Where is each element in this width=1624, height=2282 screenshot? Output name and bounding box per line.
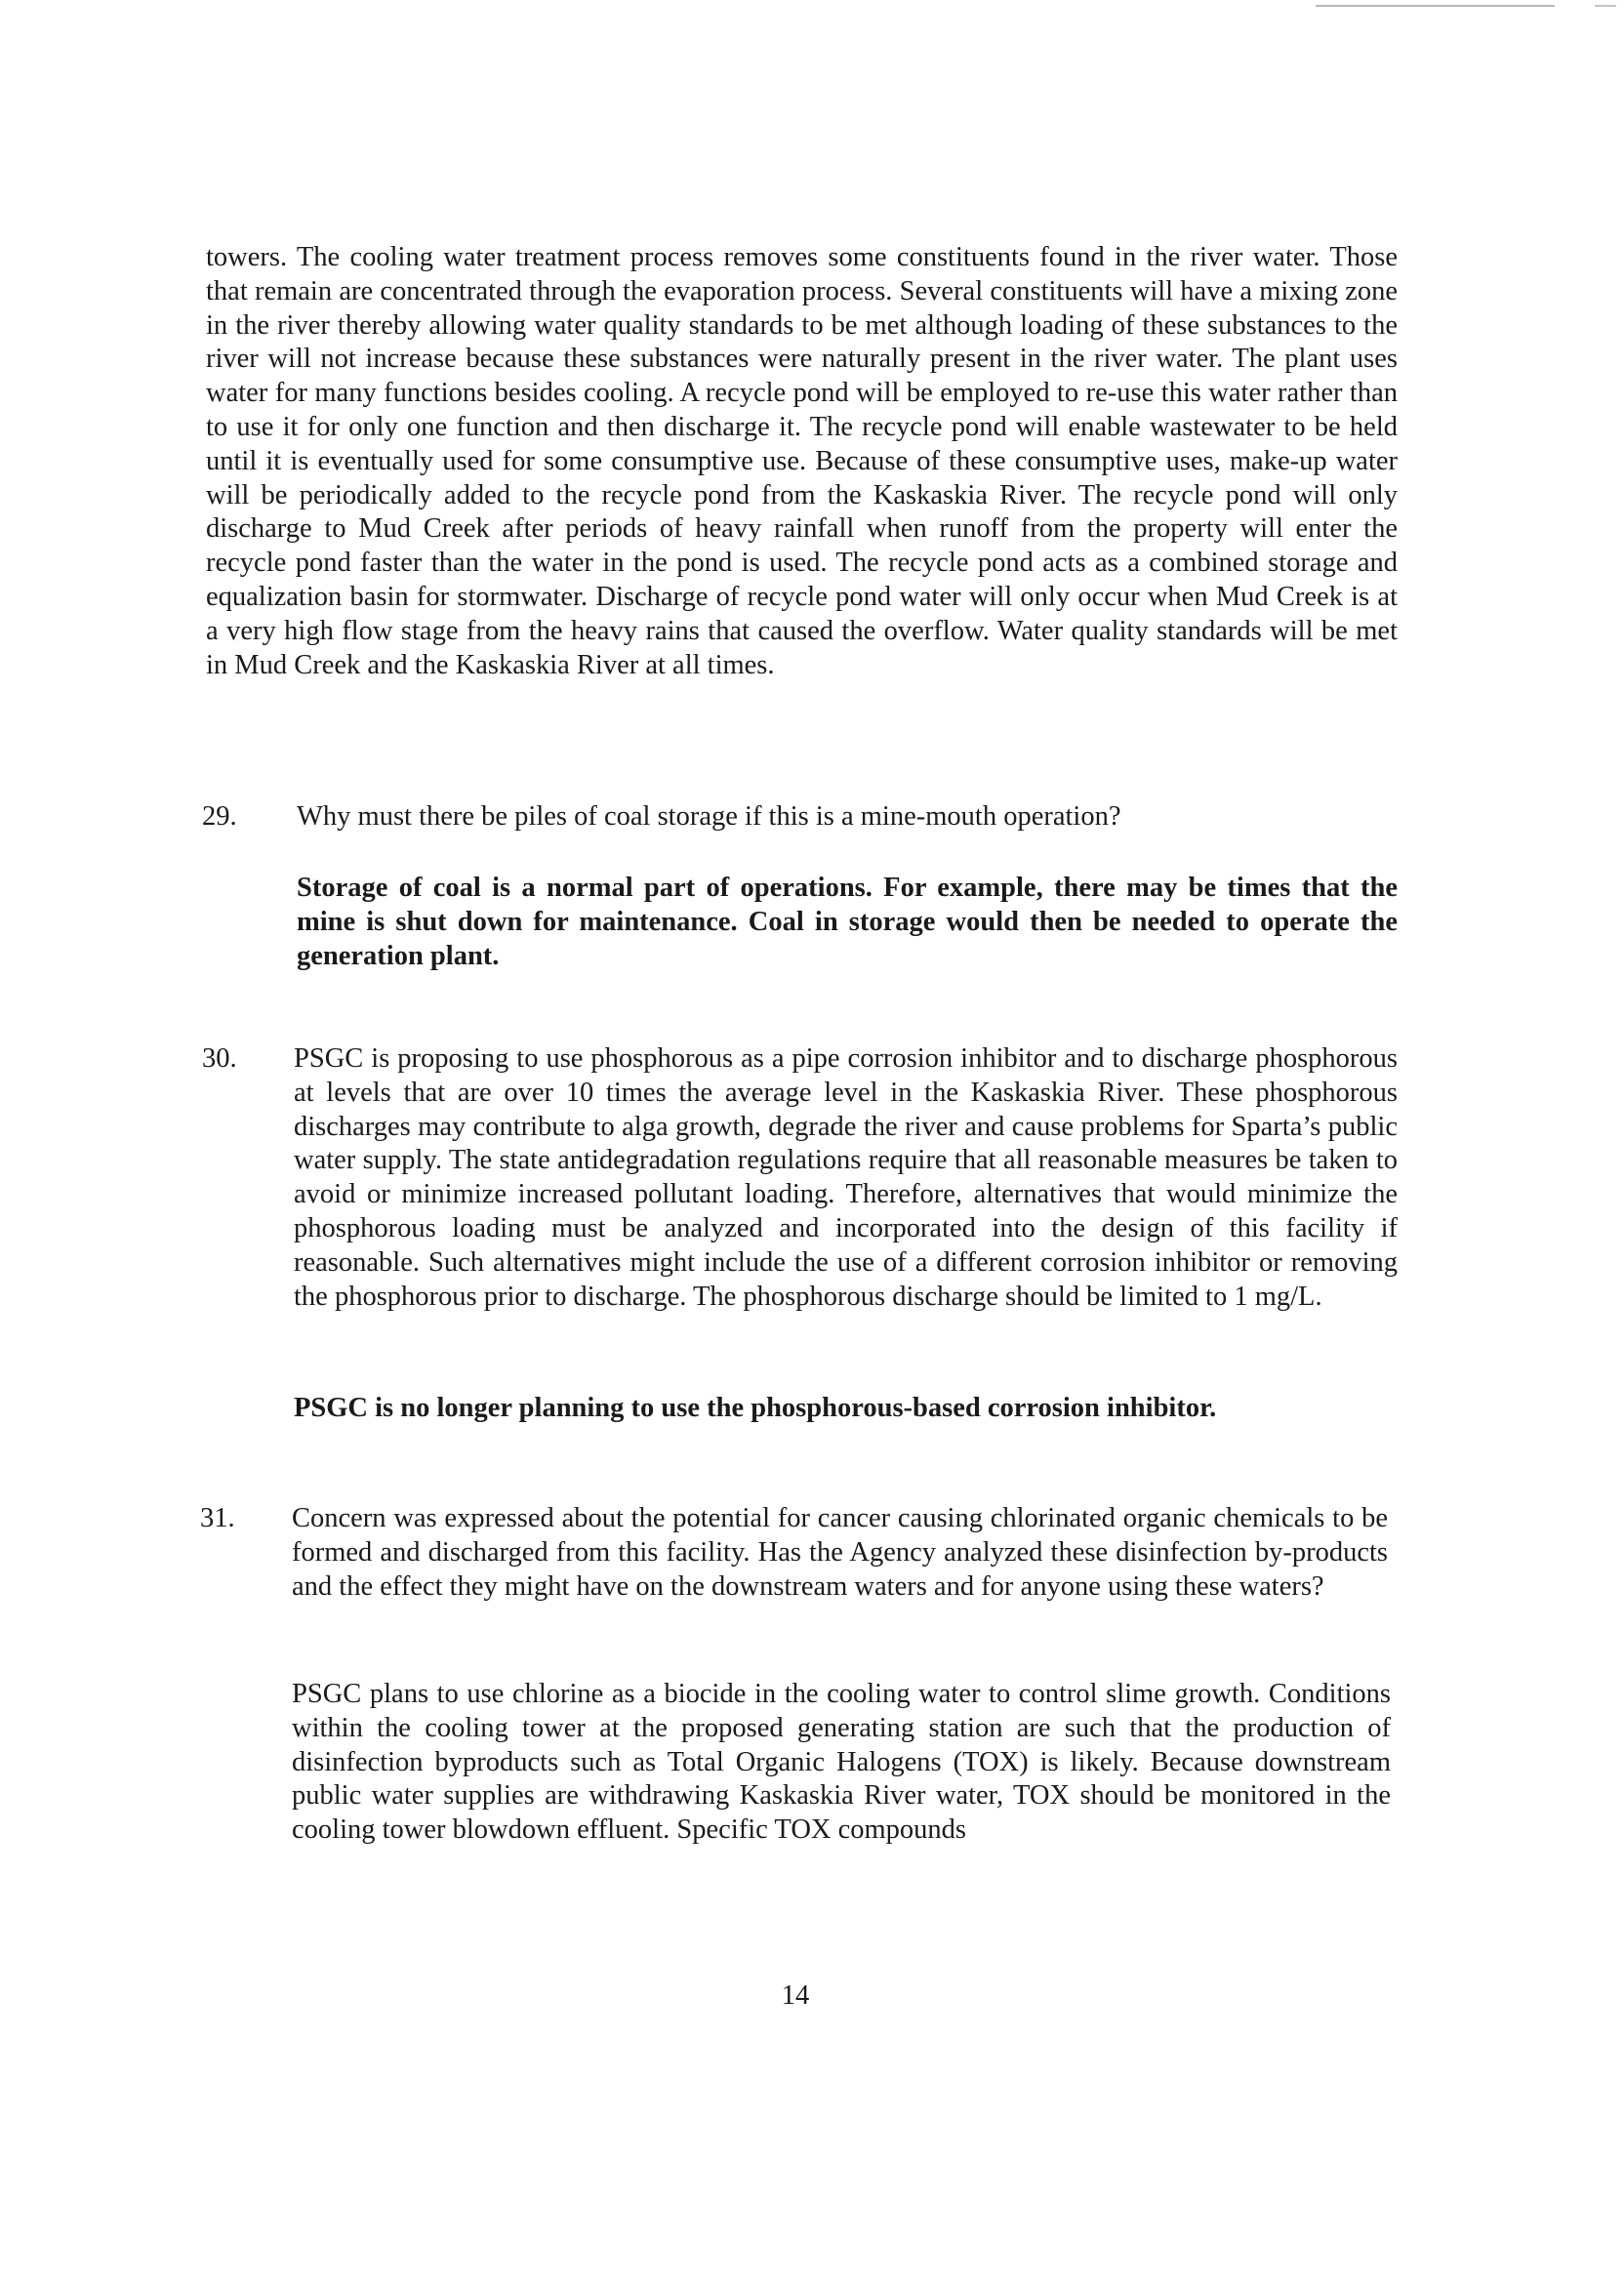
item-number-31: 31. <box>200 1503 235 1533</box>
item-number-29: 29. <box>202 801 237 832</box>
answer-29: Storage of coal is a normal part of operations. For example, there may be times that the mine is shut down for maintenance. Coal in storage would then be needed to operate the generation plant. <box>297 873 1398 971</box>
opening-paragraph: towers. The cooling water treatment process removes some constituents found in the river water. Those that remain are concentrated through the evaporation process. Several constituents will have a mixing zone in the river thereby allowing water quality standards to be met although loading of these substances to the river will not increase because these substances were naturally present in the river water. The plant uses water for many functions besides cooling. A recycle pond will be employed to re-use this water rather than to use it for only one function and then discharge it. The recycle pond will enable wastewater to be held until it is eventually used for some consumptive use. Because of these consumptive uses, make-up water will be periodically added to the recycle pond from the Kaskaskia River. The recycle pond will only discharge to Mud Creek after periods of heavy rainfall when runoff from the property will enter the recycle pond faster than the water in the pond is used. The recycle pond acts as a combined storage and equalization basin for stormwater. Discharge of recycle pond water will only occur when Mud Creek is at a very high flow stage from the heavy rains that caused the overflow. Water quality standards will be met in Mud Creek and the Kaskaskia River at all times. <box>206 242 1398 680</box>
question-31: Concern was expressed about the potential for cancer causing chlorinated organic chemicals to be formed and discharged from this facility. Has the Agency analyzed these disinfection by-products and the effect they might have on the downstream waters and for anyone using these waters? <box>292 1503 1388 1602</box>
header-rule <box>1316 5 1555 7</box>
question-29: Why must there be piles of coal storage if this is a mine-mouth operation? <box>297 801 1121 832</box>
answer-31: PSGC plans to use chlorine as a biocide in the cooling water to control slime growth. Conditions within the cooling tower at the proposed generating station are such that the production of disinfection byproducts such as Total Organic Halogens (TOX) is likely. Because downstream public water supplies are withdrawing Kaskaskia River water, TOX should be monitored in the cooling tower blowdown effluent. Specific TOX compounds <box>292 1679 1391 1846</box>
header-rule-fragment <box>1595 5 1616 7</box>
page-number: 14 <box>781 1979 810 2011</box>
item-number-30: 30. <box>202 1043 237 1074</box>
answer-30: PSGC is no longer planning to use the phosphorous-based corrosion inhibitor. <box>294 1393 1217 1423</box>
question-30: PSGC is proposing to use phosphorous as a pipe corrosion inhibitor and to discharge phosphorous at levels that are over 10 times the average level in the Kaskaskia River. These phosphorous discharges may contribute to alga growth, degrade the river and cause problems for Sparta’s public water supply. The state antidegradation regulations require that all reasonable measures be taken to avoid or minimize increased pollutant loading. Therefore, alternatives that would minimize the phosphorous loading must be analyzed and incorporated into the design of this facility if reasonable. Such alternatives might include the use of a different corrosion inhibitor or removing the phosphorous prior to discharge. The phosphorous discharge should be limited to 1 mg/L. <box>294 1043 1398 1312</box>
